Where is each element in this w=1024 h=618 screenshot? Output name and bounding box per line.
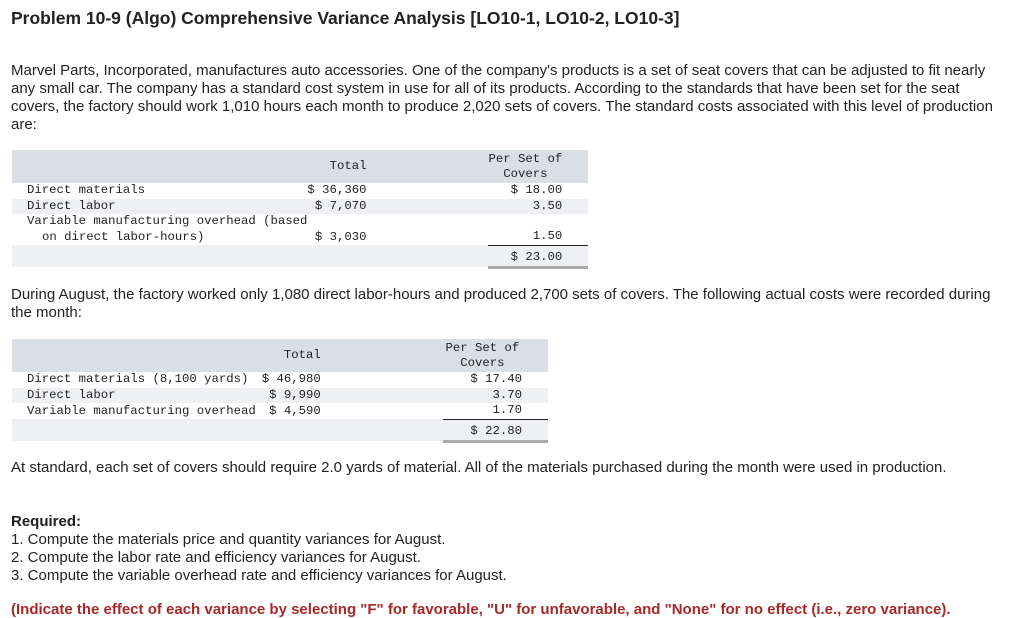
table-row: Direct materials (8,100 yards) $ 46,980 $ 17.40	[27, 372, 522, 386]
table-row: Direct materials $ 36,360 $ 18.00	[27, 183, 563, 197]
table-row-total: $ 22.80	[12, 419, 548, 441]
col-per-set: Per Set of	[445, 340, 520, 355]
standard-cost-table: Total Per Set of Covers Direct materials $ 36,360 $ 18.00 Direct labor $ 7,070 3.50 Variable manufacturing overhead (based on direct labor-hours) $ 3,030 1.50 $ 23.00	[12, 150, 588, 269]
required-item: 1. Compute the materials price and quantity variances for August.	[11, 531, 446, 548]
col-total: Total	[307, 150, 488, 183]
table-row: Direct labor $ 7,070 3.50	[12, 199, 588, 215]
col-per-set: Per Set of	[488, 151, 563, 166]
august-paragraph: During August, the factory worked only 1,080 direct labor-hours and produced 2,700 sets of covers. The following actual costs were recorded during the month:	[11, 286, 991, 321]
required-item: 3. Compute the variable overhead rate and efficiency variances for August.	[11, 567, 507, 584]
intro-paragraph: Marvel Parts, Incorporated, manufactures auto accessories. One of the company's products is a set of seat covers that can be adjusted to fit nearly any small car. The company has a standard cost system in use for all of its products. According to the standards that have been set for the seat covers, the factory should work 1,010 hours each month to produce 2,020 sets of covers. The standard costs associated with this level of production are:	[11, 62, 993, 133]
table-row: Variable manufacturing overhead $ 4,590 1.70	[12, 403, 548, 419]
standard-note: At standard, each set of covers should require 2.0 yards of material. All of the materials purchased during the month were used in production.	[11, 459, 947, 476]
actual-cost-table: Total Per Set of Covers Direct materials (8,100 yards) $ 46,980 $ 17.40 Direct labor $ 9,990 3.70 Variable manufacturing overhead $ 4,590 1.70 $ 22.80	[12, 339, 548, 443]
required-section	[11, 513, 507, 585]
table-row: Direct labor $ 9,990 3.70	[12, 388, 548, 404]
page-title: Problem 10-9 (Algo) Comprehensive Variance Analysis [LO10-1, LO10-2, LO10-3]	[11, 8, 680, 28]
instruction-text: (Indicate the effect of each variance by selecting "F" for favorable, "U" for unfavorable, and "None" for no effect (i.e., zero variance).	[11, 601, 951, 618]
required-heading: Required:	[11, 513, 82, 530]
table-row: Variable manufacturing overhead (based on direct labor-hours) $ 3,030 1.50	[12, 214, 588, 245]
required-item: 2. Compute the labor rate and efficiency variances for August.	[11, 549, 421, 566]
table-row-total: $ 23.00	[12, 245, 588, 267]
col-total: Total	[256, 339, 443, 372]
